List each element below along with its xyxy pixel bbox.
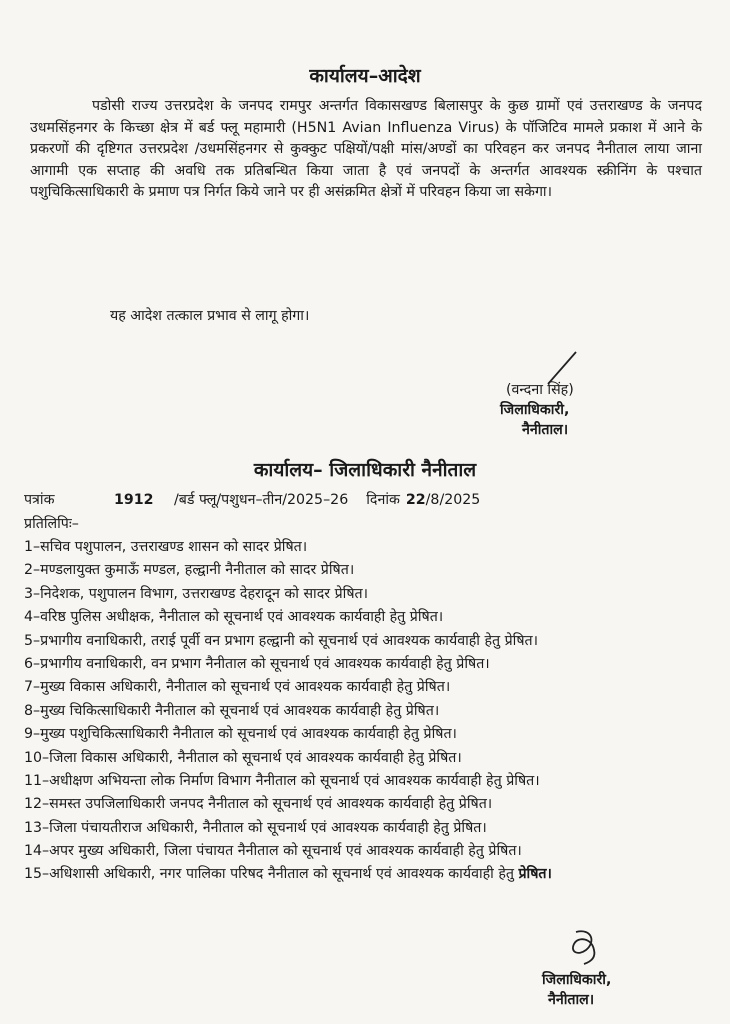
signatory-block-2 (542, 970, 672, 1010)
list-item: 14–अपर मुख्य अधिकारी, जिला पंचायत नैनीताल को सूचनार्थ एवं आवश्यक कार्यवाही हेतु प्रेषित। (24, 843, 522, 860)
order-title: कार्यालय–आदेश (309, 65, 421, 87)
list-item: 11–अधीक्षण अभियन्ता लोक निर्माण विभाग नैनीताल को सूचनार्थ एवं आवश्यक कार्यवाही हेतु प्रेषित। (24, 773, 540, 790)
reference-number: 1912 (114, 492, 154, 508)
copy-label: प्रतिलिपिः– (24, 516, 79, 532)
list-item: 4–वरिष्ठ पुलिस अधीक्षक, नैनीताल को सूचनार्थ एवं आवश्यक कार्यवाही हेतु प्रेषित। (24, 609, 444, 626)
order-body-text: पडोसी राज्य उत्तरप्रदेश के जनपद रामपुर अन्तर्गत विकासखण्ड बिलासपुर के कुछ ग्रामों एवं उत्तराखण्ड के जनपद उधमसिंहनगर के किच्छा क्षेत्र में बर्ड फ्लू महामारी (H5N1 Avian Influenza Virus) के पॉजिटिव मामले प्रकाश में आने के प्रकरणों की दृष्टिगत उत्तरप्रदेश /उधमसिंहनगर से कुक्कुट पक्षियों/पक्षी मांस/अण्डों का परिवहन कर जनपद नैनीताल लाया जाना आगामी एक सप्ताह की अवधि तक प्रतिबन्धित किया जाता है एवं जनपदों के अन्तर्गत आवश्यक स्क्रीनिंग के पश्चात पशुचिकित्साधिकारी के प्रमाण पत्र निर्गत किये जाने पर ही असंक्रमित क्षेत्रों में परिवहन किया जा सकेगा। (30, 98, 702, 201)
signatory-designation: जिलाधिकारी, (542, 972, 612, 988)
list-item: 6–प्रभागीय वनाधिकारी, वन प्रभाग नैनीताल को सूचनार्थ एवं आवश्यक कार्यवाही हेतु प्रेषित। (24, 656, 490, 673)
signatory-designation: जिलाधिकारी, (500, 402, 570, 418)
list-item: 3–निदेशक, पशुपालन विभाग, उत्तराखण्ड देहरादून को सादर प्रेषित। (24, 585, 368, 602)
signature-initial-icon (566, 926, 606, 968)
effect-line: यह आदेश तत्काल प्रभाव से लागू होगा। (110, 308, 310, 324)
copy-list (24, 536, 704, 885)
list-item: 9–मुख्य पशुचिकित्साधिकारी नैनीताल को सूचनार्थ एवं आवश्यक कार्यवाही हेतु प्रेषित। (24, 726, 457, 743)
signatory-block-1 (496, 380, 646, 440)
signatory-place: नैनीताल। (548, 992, 595, 1008)
office-title: कार्यालय– जिलाधिकारी नैनीताल (253, 459, 477, 481)
signatory-name: (वन्दना सिंह) (506, 382, 574, 398)
date-rest: /8/2025 (425, 492, 481, 508)
list-item: 10–जिला विकास अधिकारी, नैनीताल को सूचनार्थ एवं आवश्यक कार्यवाही हेतु प्रेषित। (24, 749, 462, 766)
reference-line (24, 490, 480, 509)
list-item-text: 15–अधिशासी अधिकारी, नगर पालिका परिषद नैनीताल को सूचनार्थ एवं आवश्यक कार्यवाही हेतु (24, 865, 514, 882)
list-item-15 (24, 864, 704, 885)
reference-label: पत्रांक (24, 492, 55, 508)
list-item: 5–प्रभागीय वनाधिकारी, तराई पूर्वी वन प्रभाग हल्द्वानी को सूचनार्थ एवं आवश्यक कार्यवाही हेतु प्रेषित। (24, 632, 539, 649)
list-item: 1–सचिव पशुपालन, उत्तराखण्ड शासन को सादर प्रेषित। (24, 539, 308, 555)
date-label: दिनांक (366, 492, 400, 508)
reference-path: /बर्ड फ्लू/पशुधन–तीन/2025–26 (174, 492, 349, 508)
list-item: 2–मण्डलायुक्त कुमाऊँ मण्डल, हल्द्वानी नैनीताल को सादर प्रेषित। (24, 562, 355, 579)
list-item: 12–समस्त उपजिलाधिकारी जनपद नैनीताल को सूचनार्थ एवं आवश्यक कार्यवाही हेतु प्रेषित। (24, 796, 493, 813)
order-body-paragraph (30, 96, 702, 204)
list-item: 13–जिला पंचायतीराज अधिकारी, नैनीताल को सूचनार्थ एवं आवश्यक कार्यवाही हेतु प्रेषित। (24, 819, 487, 836)
date-day: 22 (405, 492, 426, 508)
list-item: 7–मुख्य विकास अधिकारी, नैनीताल को सूचनार्थ एवं आवश्यक कार्यवाही हेतु प्रेषित। (24, 679, 451, 696)
list-item: 8–मुख्य चिकित्साधिकारी नैनीताल को सूचनार्थ एवं आवश्यक कार्यवाही हेतु प्रेषित। (24, 702, 440, 719)
list-item-end: प्रेषित। (518, 865, 552, 882)
signatory-place: नैनीताल। (522, 422, 569, 438)
